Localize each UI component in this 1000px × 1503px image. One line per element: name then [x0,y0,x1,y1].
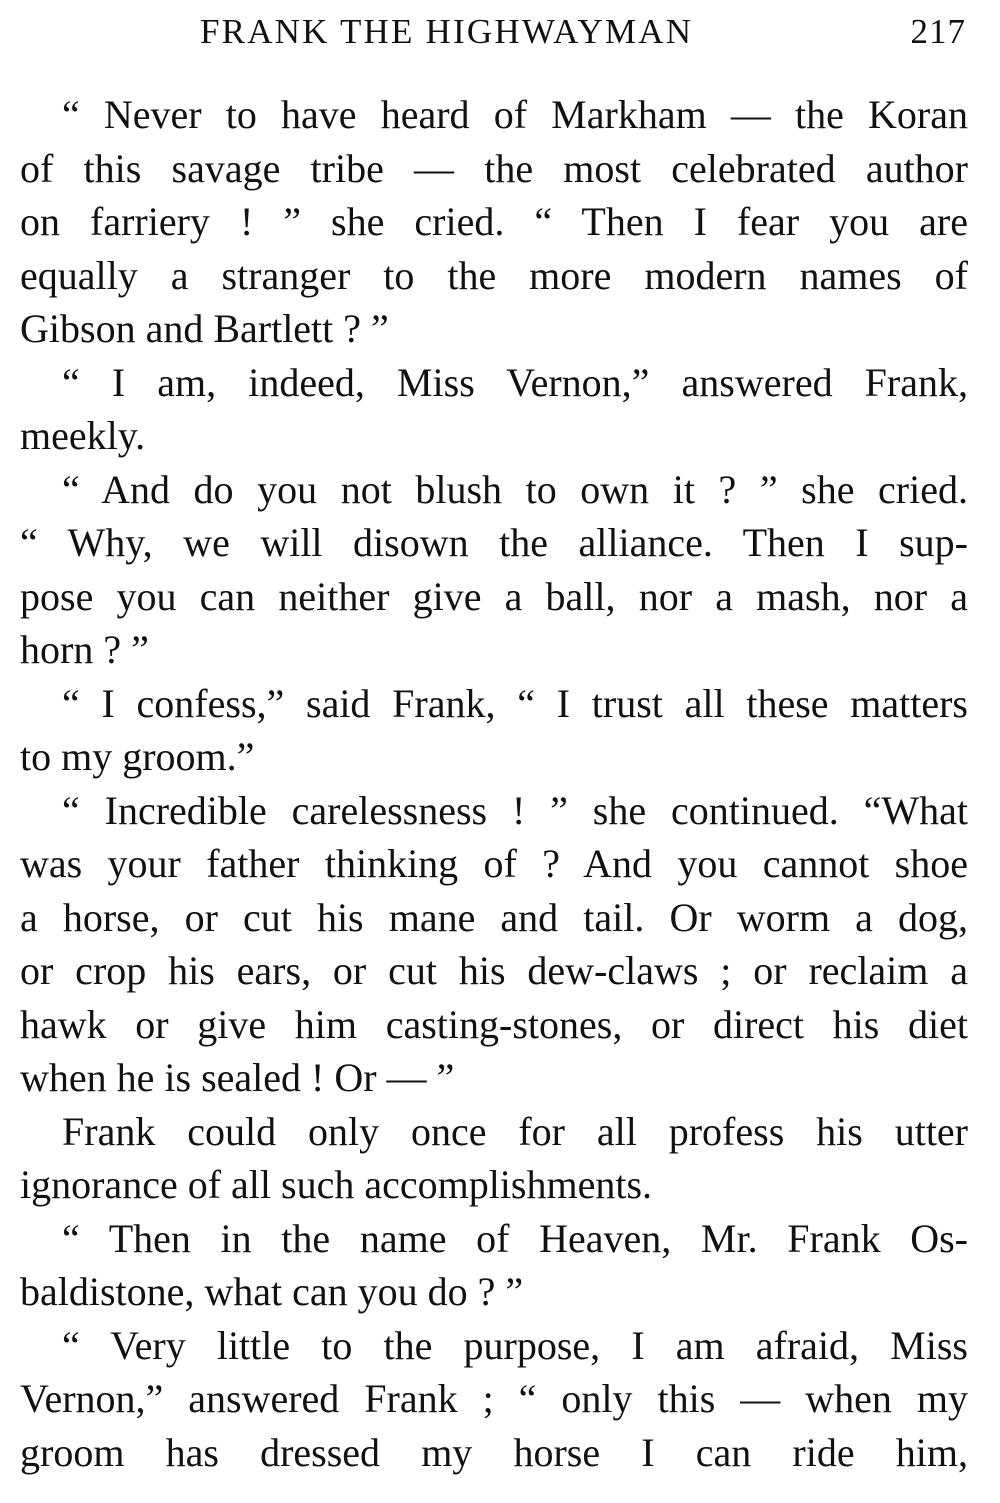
text-line: was your father thinking of ? And you cannot shoe [20,841,968,886]
text-line: “ Why, we will disown the alliance. Then I sup- [20,520,968,565]
text-line: ignorance of all such accomplishments. [20,1162,653,1207]
text-line: Frank could only once for all profess his utter [62,1108,968,1154]
text-line: “ And do you not blush to own it ? ” she cried. [62,466,968,512]
text-line: meekly. [20,413,146,458]
text-line: Gibson and Bartlett ? ” [20,306,389,351]
text-line: “ Incredible carelessness ! ” she continued. “What [62,787,968,833]
text-line: or crop his ears, or cut his dew-claws ; or reclaim a [20,948,968,993]
running-title: FRANK THE HIGHWAYMAN [200,12,694,51]
text-line: of this savage tribe — the most celebrated author [20,145,968,191]
page-number: 217 [910,12,966,51]
text-line: groom has dressed my horse I can ride him, [20,1429,968,1475]
text-line: “ Very little to the purpose, I am afraid, Miss [62,1322,968,1368]
text-line: to my groom.” [20,734,255,779]
text-line: hawk or give him casting-stones, or direct his diet [20,1001,968,1047]
text-line: “ Never to have heard of Markham — the Koran [62,92,968,137]
text-line: when he is sealed ! Or — ” [20,1055,455,1100]
text-line: on farriery ! ” she cried. “ Then I fear you are [20,199,968,244]
body-text [20,88,968,1479]
text-line: a horse, or cut his mane and tail. Or worm a dog, [20,894,968,940]
text-line: Vernon,” answered Frank ; “ only this — when my [20,1376,968,1421]
running-head [200,10,966,54]
text-line: equally a stranger to the more modern names of [20,252,968,298]
text-line: “ I am, indeed, Miss Vernon,” answered Frank, [62,359,968,405]
text-line: horn ? ” [20,627,149,672]
text-line: pose you can neither give a ball, nor a mash, nor a [20,573,968,619]
text-line: baldistone, what can you do ? ” [20,1269,524,1314]
text-line: “ Then in the name of Heaven, Mr. Frank Os- [62,1215,968,1261]
text-line: “ I confess,” said Frank, “ I trust all these matters [62,680,968,726]
